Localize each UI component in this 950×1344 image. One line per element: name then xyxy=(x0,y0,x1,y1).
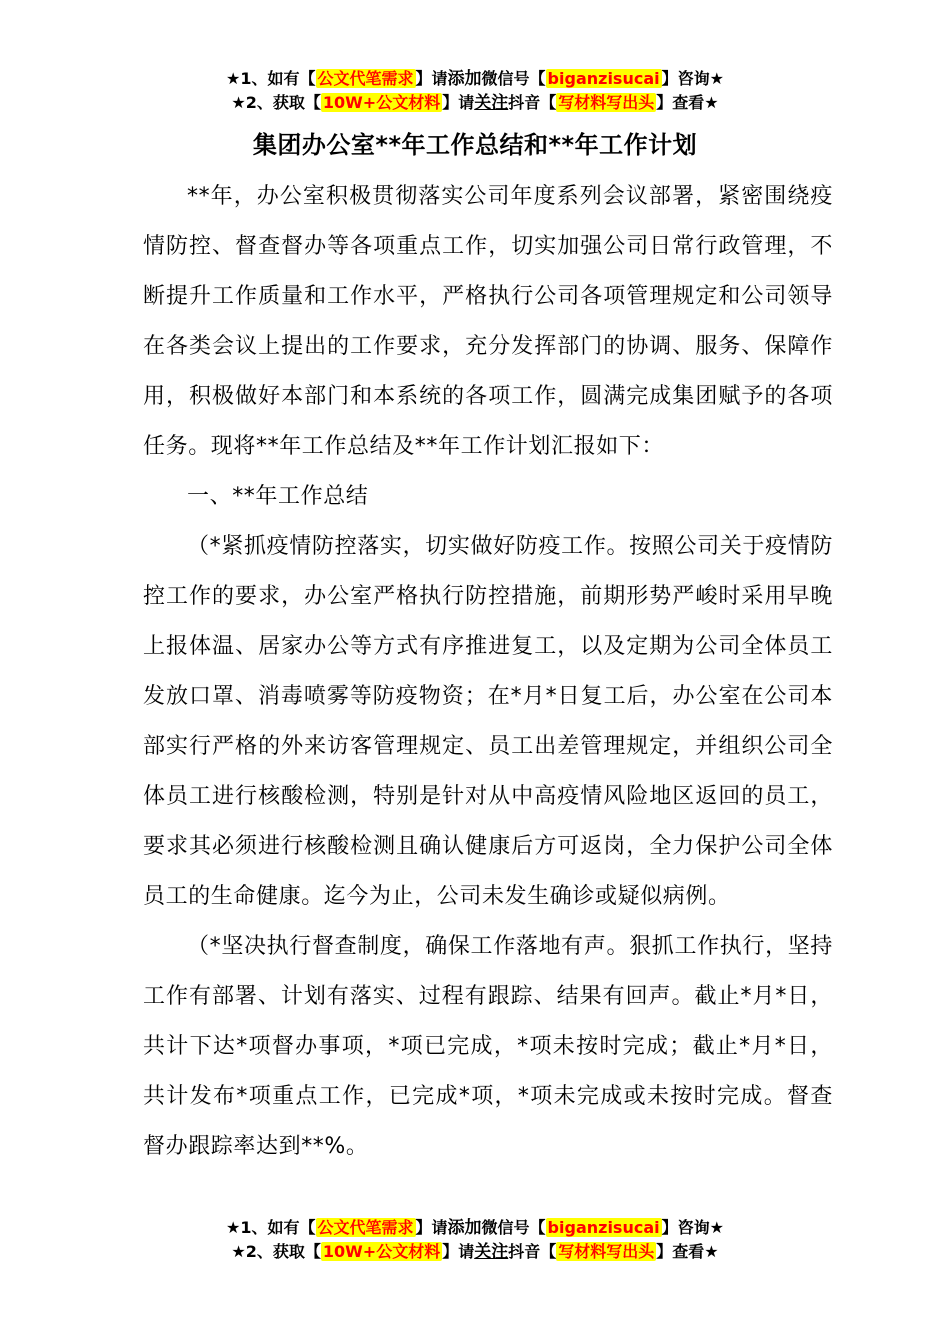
promo-text: 】查看★ xyxy=(656,93,719,112)
promo-text: 微信号【 xyxy=(481,1218,546,1237)
paragraph-supervision: （*坚决执行督查制度，确保工作落地有声。狠抓工作执行，坚持工作有部署、计划有落实、过程有跟踪、结果有回声。截止*月*日，共计下达*项督办事项，*项已完成，*项未按时完成；截止*月*日，共计发布*项重点工作，已完成*项，*项未完成或未按时完成。督查督办跟踪率达到**%。 xyxy=(143,934,833,1159)
promo-emphasis: 关注 xyxy=(474,93,509,113)
promo-line-1 xyxy=(0,68,950,92)
promo-text: 】请 xyxy=(415,1218,448,1237)
promo-line-2 xyxy=(0,92,950,116)
promo-text: ★2、获取【 xyxy=(231,1242,321,1261)
intro-paragraph: **年，办公室积极贯彻落实公司年度系列会议部署，紧密围绕疫情防控、督查督办等各项重点工作，切实加强公司日常行政管理，不断提升工作质量和工作水平，严格执行公司各项管理规定和公司领导在各类会议上提出的工作要求，充分发挥部门的协调、服务、保障作用，积极做好本部门和本系统的各项工作，圆满完成集团赋予的各项任务。现将**年工作总结及**年工作计划汇报如下： xyxy=(143,184,833,459)
promo-text: ★1、如有【 xyxy=(226,69,316,88)
document-body xyxy=(143,172,833,1172)
section-heading: 一、**年工作总结 xyxy=(187,484,369,509)
promo-text: 】查看★ xyxy=(656,1242,719,1261)
promo-text: 抖音【 xyxy=(508,93,557,112)
paragraph-epidemic-control: （*紧抓疫情防控落实，切实做好防疫工作。按照公司关于疫情防控工作的要求，办公室严格执行防控措施，前期形势严峻时采用早晚上报体温、居家办公等方式有序推进复工，以及定期为公司全体员工发放口罩、消毒喷雾等防疫物资；在*月*日复工后，办公室在公司本部实行严格的外来访客管理规定、员工出差管理规定，并组织公司全体员工进行核酸检测，特别是针对从中高疫情风险地区返回的员工，要求其必须进行核酸检测且确认健康后方可返岗，全力保护公司全体员工的生命健康。迄今为止，公司未发生确诊或疑似病例。 xyxy=(143,534,833,909)
promo-line-2 xyxy=(0,1241,950,1265)
promo-banner-bottom xyxy=(0,1217,950,1265)
promo-highlight: biganzisucai xyxy=(547,69,660,88)
promo-emphasis: 添加 xyxy=(447,1218,482,1238)
promo-text: 】请 xyxy=(442,1242,475,1261)
promo-text: 微信号【 xyxy=(481,69,546,88)
promo-text: ★2、获取【 xyxy=(231,93,321,112)
promo-highlight: biganzisucai xyxy=(547,1218,660,1237)
promo-line-1 xyxy=(0,1217,950,1241)
promo-text: ★1、如有【 xyxy=(226,1218,316,1237)
promo-text: 】咨询★ xyxy=(661,1218,724,1237)
promo-highlight: 写材料写出头 xyxy=(558,1242,655,1261)
promo-highlight: 10W+公文材料 xyxy=(322,93,441,112)
promo-text: 】请 xyxy=(415,69,448,88)
promo-highlight: 写材料写出头 xyxy=(558,93,655,112)
promo-emphasis: 添加 xyxy=(447,69,482,89)
promo-text: 抖音【 xyxy=(508,1242,557,1261)
promo-text: 】咨询★ xyxy=(661,69,724,88)
document-title: 集团办公室**年工作总结和**年工作计划 xyxy=(252,131,698,159)
promo-highlight: 公文代笔需求 xyxy=(317,69,414,88)
promo-highlight: 10W+公文材料 xyxy=(322,1242,441,1261)
promo-banner-top xyxy=(0,68,950,116)
promo-emphasis: 关注 xyxy=(474,1242,509,1262)
promo-highlight: 公文代笔需求 xyxy=(317,1218,414,1237)
promo-text: 】请 xyxy=(442,93,475,112)
